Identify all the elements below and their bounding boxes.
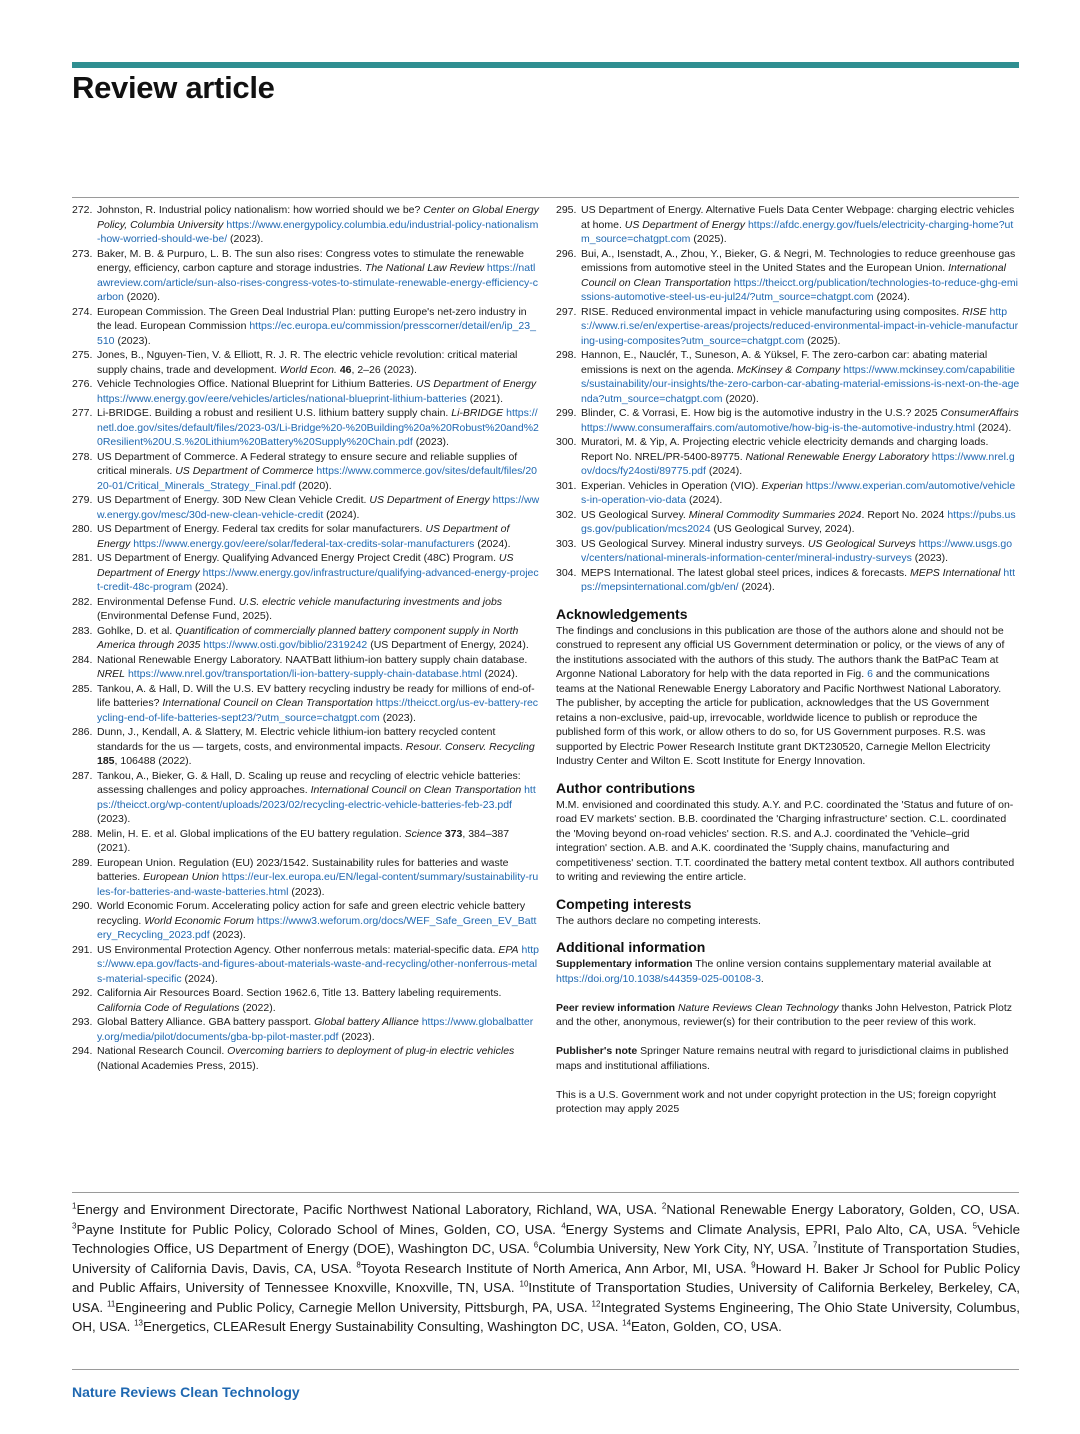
reference-source: World Economic Forum xyxy=(144,914,254,927)
reference-number: 293. xyxy=(72,1016,93,1028)
affiliation-text: Energy and Environment Directorate, Pacific Northwest National Laboratory, Richland, WA, USA. xyxy=(76,1202,662,1217)
reference-year: (2024). xyxy=(192,581,229,593)
reference-citation: Tankou, A. & Hall, D. Will the U.S. EV battery recycling industry be ready for millions of end-of-life batteries? xyxy=(97,682,535,709)
reference-item xyxy=(72,247,540,305)
reference-source: EPA xyxy=(498,943,519,956)
affiliation-number: 10 xyxy=(519,1279,529,1289)
affiliation-number: 12 xyxy=(591,1299,601,1309)
reference-number: 301. xyxy=(556,479,577,492)
affiliation-text: Vehicle Technologies Office, US Department of Energy (DOE), Washington DC, USA. xyxy=(72,1221,1020,1256)
reference-year: (2024). xyxy=(975,421,1012,434)
reference-year: (2024). xyxy=(323,508,360,521)
reference-link[interactable]: https://pubs.usgs.gov/publication/mcs2024 xyxy=(581,508,1016,535)
reference-link[interactable]: https://www.epa.gov/facts-and-figures-about-materials-waste-and-recycling/other-nonferrous-metals-material-specific xyxy=(97,943,539,985)
reference-source: US Department of Commerce xyxy=(175,465,314,477)
page-label: Review article xyxy=(72,70,275,105)
reference-citation: US Department of Energy. Federal tax credits for solar manufacturers. xyxy=(97,523,426,535)
reference-citation: Muratori, M. & Yip, A. Projecting electric vehicle electricity demands and charging loads. Report No. NREL/PR-5400-89775. xyxy=(581,436,989,463)
reference-item xyxy=(72,943,540,987)
reference-number: 294. xyxy=(72,1045,93,1057)
reference-source: Quantification of commercially planned battery component supply in North America through 2035 xyxy=(97,624,519,651)
reference-number: 283. xyxy=(72,624,93,637)
reference-number: 287. xyxy=(72,769,93,782)
reference-text xyxy=(97,1045,514,1072)
reference-number: 303. xyxy=(556,537,577,550)
reference-text xyxy=(97,625,529,652)
reference-item xyxy=(72,1015,540,1044)
reference-number: 289. xyxy=(72,856,93,869)
affiliation-text: Engineering and Public Policy, Carnegie Mellon University, Pittsburgh, PA, USA. xyxy=(115,1299,592,1315)
reference-number: 277. xyxy=(72,407,93,419)
reference-source: Resour. Conserv. Recycling xyxy=(405,740,535,753)
reference-item xyxy=(556,348,1020,406)
reference-number: 291. xyxy=(72,943,93,956)
reference-source: Overcoming barriers to deployment of plug-in electric vehicles xyxy=(227,1045,515,1057)
reference-item xyxy=(72,203,540,247)
reference-volume: 373 xyxy=(444,827,463,840)
reference-source: International Council on Clean Transportation xyxy=(162,697,373,709)
reference-number: 282. xyxy=(72,595,93,608)
reference-text xyxy=(97,306,536,347)
reference-citation: California Air Resources Board. Section 1962.6, Title 13. Battery labeling requirements. xyxy=(97,987,502,999)
reference-year: (2024). xyxy=(873,291,910,303)
affiliation-number: 3 xyxy=(72,1221,77,1231)
reference-year: (2023). xyxy=(227,233,264,245)
reference-link[interactable]: https://www.energypolicy.columbia.edu/industrial-policy-nationalism-how-worried-should-we-be/ xyxy=(97,218,539,245)
reference-link[interactable]: https://theicct.org/us-ev-battery-recycling-end-of-life-batteries-sept23/?utm_source=chatgpt.com xyxy=(97,697,539,724)
peer-review-information: Peer review information Nature Reviews Clean Technology thanks John Helveston, Patrick Plotz and the other, anonymous, reviewer(s) for their contribution to the peer review of this work. xyxy=(556,1001,1013,1028)
reference-text xyxy=(97,407,539,448)
supplementary-information: Supplementary information The online version contains supplementary material available at https://doi.org/10.1038/s44359-025-00108-3. xyxy=(556,958,992,985)
reference-number: 295. xyxy=(556,204,577,216)
reference-year: (2022). xyxy=(239,1001,276,1014)
reference-year: (2024). xyxy=(738,581,775,593)
affiliation-text: Institute of Transportation Studies, University of California Berkeley, Berkeley, CA, USA. xyxy=(72,1280,1020,1315)
acknowledgements-body: The findings and conclusions in this publication are those of the authors alone and should not be construed to represent any official US Government determination or policy, or the views of any of the institutions associated with the authors of this study. The authors thank the BatPaC Team at Argonne National Laboratory for help with the data reported in Fig. 6 and the communications teams at the National Renewable Energy Laboratory and Pacific Northwest National Laboratory. The publisher, by accepting the article for publication, acknowledges that the US Government retains a non-exclusive, paid-up, irrevocable, worldwide licence to publish or reproduce the published form of this work, or allow others to do so, for US Government purposes. R.S. was supported by Electric Power Research Institute grant DKT230520, Carnegie Mellon Electricity Industry Center and Wilton E. Scott Institute for Energy Innovation. xyxy=(556,624,1005,767)
references-left-column xyxy=(72,203,540,1073)
reference-number: 292. xyxy=(72,987,93,999)
reference-citation: Melin, H. E. et al. Global implications of the EU battery regulation. xyxy=(97,827,405,840)
reference-number: 273. xyxy=(72,247,93,260)
reference-source: US Department of Energy xyxy=(624,218,746,231)
reference-item xyxy=(556,247,1020,305)
publishers-note: Publisher's note Springer Nature remains neutral with regard to jurisdictional claims in published maps and institutional affiliations. xyxy=(556,1045,1009,1072)
reference-number: 275. xyxy=(72,349,93,361)
competing-interests-heading: Competing interests xyxy=(556,895,692,912)
reference-year: (2023). xyxy=(288,885,325,898)
affiliation-number: 1 xyxy=(72,1201,77,1211)
reference-item xyxy=(72,377,540,406)
reference-link[interactable]: https://www.commerce.gov/sites/default/files/2020-01/Critical_Minerals_Strategy_Final.pdf xyxy=(97,465,537,492)
reference-citation: National Renewable Energy Laboratory. NAATBatt lithium-ion battery supply chain database. xyxy=(97,653,528,666)
reference-source: Science xyxy=(404,827,442,840)
affiliation-number: 11 xyxy=(106,1299,116,1309)
reference-number: 279. xyxy=(72,494,93,506)
reference-citation: World Economic Forum. Accelerating policy action for safe and green electric vehicle battery recycling. xyxy=(97,900,526,927)
reference-year: (US Geological Survey, 2024). xyxy=(710,523,855,535)
affiliation-number: 8 xyxy=(356,1260,361,1270)
reference-number: 298. xyxy=(556,349,577,361)
reference-source: McKinsey & Company xyxy=(736,363,841,376)
reference-text xyxy=(97,726,535,767)
reference-item xyxy=(72,450,540,494)
reference-volume: 46 xyxy=(339,363,352,376)
reference-year: (2024). xyxy=(705,465,743,477)
journal-name: Nature Reviews Clean Technology xyxy=(72,1384,300,1400)
reference-link[interactable]: https://www.ri.se/en/expertise-areas/projects/reduced-environmental-impact-in-vehicle-manufacturing-using-composites?utm_source=chatgpt.com xyxy=(581,305,1019,347)
reference-text xyxy=(97,944,539,985)
reference-citation: US Department of Energy. Alternative Fuels Data Center Webpage: charging electric vehicles at home. xyxy=(581,204,1015,231)
reference-item xyxy=(72,986,540,1015)
references-right-list xyxy=(556,203,1020,595)
reference-item xyxy=(556,508,1020,537)
reference-year: (2023). xyxy=(209,929,246,941)
reference-source: US Department of Energy xyxy=(415,378,537,390)
affiliation-number: 9 xyxy=(751,1260,756,1270)
reference-item xyxy=(556,406,1020,435)
reference-link[interactable]: https://www.experian.com/automotive/vehicles-in-operation-vio-data xyxy=(581,479,1016,506)
copyright-statement: This is a U.S. Government work and not under copyright protection in the US; foreign copyright protection may apply 2025 xyxy=(556,1088,997,1115)
reference-volume: 185 xyxy=(97,755,115,767)
reference-citation: National Research Council. xyxy=(97,1045,228,1057)
reference-link[interactable]: https://www.energy.gov/eere/solar/federal-tax-credits-solar-manufacturers xyxy=(133,537,475,550)
reference-text xyxy=(581,306,1018,347)
reference-citation: US Environmental Protection Agency. Other nonferrous metals: material-specific data. xyxy=(97,943,499,956)
reference-year: (2024). xyxy=(474,537,511,550)
reference-year: (2023). xyxy=(911,552,949,564)
reference-citation: Johnston, R. Industrial policy nationalism: how worried should we be? xyxy=(97,204,424,216)
reference-source: ConsumerAffairs xyxy=(940,407,1019,419)
reference-text xyxy=(97,770,536,826)
reference-link[interactable]: https://www.consumeraffairs.com/automotive/how-big-is-the-automotive-industry.html xyxy=(581,421,976,434)
reference-source: European Union xyxy=(143,871,219,883)
author-contributions-section xyxy=(556,780,1020,885)
reference-source: RISE xyxy=(962,305,987,318)
reference-citation: Blinder, C. & Vorrasi, E. How big is the automotive industry in the U.S.? 2025 xyxy=(581,407,941,419)
reference-number: 296. xyxy=(556,247,577,260)
reference-year: (2023). xyxy=(412,436,449,448)
reference-year: (2021). xyxy=(466,392,503,405)
reference-source: US Department of Energy xyxy=(97,552,514,579)
reference-citation: US Geological Survey. xyxy=(581,508,689,521)
reference-link[interactable]: https://theicct.org/publication/technologies-to-reduce-ghg-emissions-automotive-steel-us-eu-jul24/?utm_source=chatgpt.com xyxy=(581,276,1018,303)
reference-item xyxy=(556,566,1020,595)
figure-link[interactable]: 6 xyxy=(867,668,873,680)
reference-text xyxy=(581,204,1014,245)
reference-text xyxy=(97,987,501,1014)
reference-number: 276. xyxy=(72,378,93,390)
supplementary-doi-link[interactable]: https://doi.org/10.1038/s44359-025-00108-3 xyxy=(556,972,761,985)
reference-source: Li-BRIDGE xyxy=(451,407,504,419)
reference-link[interactable]: https://eur-lex.europa.eu/EN/legal-content/summary/sustainability-rules-for-batteries-and-waste-batteries.html xyxy=(97,871,539,898)
reference-text xyxy=(581,538,1012,565)
reference-number: 300. xyxy=(556,436,577,448)
reference-text xyxy=(97,596,502,623)
reference-number: 299. xyxy=(556,407,577,419)
reference-source: California Code of Regulations xyxy=(97,1001,240,1014)
reference-citation: MEPS International. The latest global steel prices, indices & forecasts. xyxy=(581,566,910,579)
reference-citation: Dunn, J., Kendall, A. & Slattery, M. Electric vehicle lithium-ion battery recycled content standards for the us — targets, costs, and environmental impacts. xyxy=(97,726,496,753)
reference-text xyxy=(581,407,1019,434)
reference-text xyxy=(97,683,538,724)
reference-link[interactable]: https://www.nrel.gov/docs/fy24osti/89775.pdf xyxy=(581,450,1015,477)
reference-link[interactable]: https://www.osti.gov/biblio/2319242 xyxy=(203,639,368,651)
reference-number: 281. xyxy=(72,552,93,564)
reference-text xyxy=(581,567,1015,594)
reference-item xyxy=(72,348,540,377)
reference-text xyxy=(97,857,538,898)
reference-text xyxy=(97,654,527,681)
reference-link[interactable]: https://mepsinternational.com/gb/en/ xyxy=(581,566,1016,593)
reference-text xyxy=(97,1016,533,1043)
reference-number: 280. xyxy=(72,523,93,535)
reference-text xyxy=(97,349,517,376)
additional-information-heading: Additional information xyxy=(556,939,706,955)
affiliation-text: Eaton, Golden, CO, USA. xyxy=(631,1319,782,1334)
reference-text xyxy=(97,451,537,492)
reference-year: (2025). xyxy=(690,233,727,245)
reference-text xyxy=(97,552,539,593)
reference-source: International Council on Clean Transportation xyxy=(581,262,1006,289)
reference-link[interactable]: https://www.usgs.gov/centers/national-minerals-information-center/mineral-industry-surveys xyxy=(581,537,1013,564)
reference-link[interactable]: https://www.energy.gov/infrastructure/qualifying-advanced-energy-project-credit-48c-program xyxy=(97,566,539,593)
reference-item xyxy=(72,1044,540,1073)
reference-year: , 2–26 (2023). xyxy=(351,363,417,376)
reference-source: Mineral Commodity Summaries 2024 xyxy=(688,508,862,521)
reference-link[interactable]: https://www.mckinsey.com/capabilities/sustainability/our-insights/the-zero-carbon-car-abating-material-emissions-is-next-on-the-agenda?utm_source=chatgpt.com xyxy=(581,363,1020,405)
reference-number: 286. xyxy=(72,726,93,738)
affiliations-divider xyxy=(72,1192,1019,1193)
reference-year: (2023). xyxy=(114,334,151,347)
reference-link[interactable]: https://natlawreview.com/article/sun-also-rises-congress-votes-to-stimulate-renewable-energy-efficiency-carbon xyxy=(97,262,538,303)
reference-number: 278. xyxy=(72,450,93,463)
reference-citation: US Department of Commerce. A Federal strategy to ensure secure and reliable supplies of critical minerals. xyxy=(97,450,518,477)
reference-item xyxy=(72,522,540,551)
reference-text xyxy=(581,248,1018,304)
reference-text xyxy=(97,828,509,855)
author-contributions-heading: Author contributions xyxy=(556,779,696,796)
reference-year: (Environmental Defense Fund, 2025). xyxy=(97,610,273,622)
reference-number: 302. xyxy=(556,508,577,521)
affiliation-text: Payne Institute for Public Policy, Colorado School of Mines, Golden, CO, USA. xyxy=(76,1221,562,1237)
reference-item xyxy=(556,305,1020,349)
reference-number: 297. xyxy=(556,305,577,318)
reference-item xyxy=(72,653,540,682)
reference-source: US Department of Energy xyxy=(97,523,510,550)
affiliation-number: 13 xyxy=(134,1318,143,1328)
affiliation-text: Toyota Research Institute of North America, Ann Arbor, MI, USA. xyxy=(360,1260,752,1276)
reference-source: US Department of Energy xyxy=(369,494,490,506)
reference-year: (2023). xyxy=(379,711,416,724)
reference-number: 290. xyxy=(72,900,93,912)
reference-citation: US Geological Survey. Mineral industry surveys. xyxy=(581,537,808,550)
reference-year: (2025). xyxy=(804,334,841,347)
footer-divider xyxy=(72,1369,1019,1370)
reference-source: National Renewable Energy Laboratory xyxy=(745,450,929,463)
affiliation-text: Columbia University, New York City, NY, USA. xyxy=(538,1241,813,1256)
reference-number: 304. xyxy=(556,566,577,579)
reference-report: . Report No. 2024 xyxy=(861,508,948,521)
reference-text xyxy=(581,480,1015,507)
reference-year: (2023). xyxy=(338,1030,375,1043)
reference-link[interactable]: https://netl.doe.gov/sites/default/files/2023-03/Li-Bridge%20-%20Building%20a%20Robust%20and%20Resilient%20U.S.%20Lithium%20Battery%20Supply%20Chain.pdf xyxy=(97,407,539,448)
reference-citation: Baker, M. B. & Purpuro, L. B. The sun also rises: Congress votes to stimulate the renewable energy, efficiency, carbon capture and storage industries. xyxy=(97,247,525,274)
affiliations xyxy=(72,1200,1020,1337)
reference-number: 285. xyxy=(72,682,93,695)
reference-item xyxy=(556,435,1020,479)
reference-text xyxy=(581,349,1019,405)
reference-link[interactable]: https://www.globalbattery.org/media/pilot/documents/gba-bp-pilot-master.pdf xyxy=(97,1016,534,1043)
reference-number: 274. xyxy=(72,305,93,318)
reference-text xyxy=(97,900,536,941)
reference-link[interactable]: https://theicct.org/wp-content/uploads/2023/02/recycling-electric-vehicle-batteries-feb-23.pdf xyxy=(97,784,536,811)
reference-citation: European Commission. The Green Deal Industrial Plan: putting Europe's net-zero industry in the lead. European Commission xyxy=(97,305,527,332)
reference-link[interactable]: https://ec.europa.eu/commission/presscorner/detail/en/ip_23_510 xyxy=(97,320,536,347)
reference-link[interactable]: https://www.energy.gov/mesc/30d-new-clean-vehicle-credit xyxy=(97,494,540,521)
reference-citation: US Department of Energy. Qualifying Advanced Energy Project Credit (48C) Program. xyxy=(97,552,499,564)
reference-source: Experian xyxy=(761,479,803,492)
reference-citation: European Union. Regulation (EU) 2023/1542. Sustainability rules for batteries and waste batteries. xyxy=(97,856,509,883)
reference-year: (2020). xyxy=(295,479,332,492)
reference-item xyxy=(72,624,540,653)
reference-year: (2020). xyxy=(123,291,161,303)
affiliation-number: 2 xyxy=(661,1201,667,1211)
reference-source: U.S. electric vehicle manufacturing investments and jobs xyxy=(238,595,503,608)
competing-interests-body: The authors declare no competing interests. xyxy=(556,914,761,927)
acknowledgements-heading: Acknowledgements xyxy=(556,605,688,622)
reference-citation: Environmental Defense Fund. xyxy=(97,595,239,608)
reference-citation: Hannon, E., Nauclér, T., Suneson, A. & Yüksel, F. The zero-carbon car: abating material emissions is next on the agenda. xyxy=(581,349,988,376)
reference-item xyxy=(72,769,540,827)
reference-year: , 106488 (2022). xyxy=(114,755,192,767)
reference-text xyxy=(97,248,538,304)
reference-source: MEPS International xyxy=(909,566,1001,579)
reference-citation: RISE. Reduced environmental impact in vehicle manufacturing using composites. xyxy=(581,305,963,318)
reference-source: International Council on Clean Transportation xyxy=(310,784,522,796)
affiliation-text: Howard H. Baker Jr School for Public Policy and Public Affairs, University of Tennessee Knoxville, Knoxville, TN, USA. xyxy=(72,1260,1020,1295)
reference-citation: Tankou, A., Bieker, G. & Hall, D. Scaling up reuse and recycling of electric vehicle batteries: assessing challenges and policy approaches. xyxy=(97,769,521,796)
reference-citation: Bui, A., Isenstadt, A., Zhou, Y., Bieker, G. & Negri, M. Technologies to reduce greenhouse gas emissions from automotive steel in the United States and the European Union. xyxy=(581,247,1016,274)
reference-source: Global battery Alliance xyxy=(314,1016,419,1028)
additional-information-section xyxy=(556,939,1020,1117)
header-divider xyxy=(72,197,1019,198)
reference-source: US Geological Surveys xyxy=(807,537,916,550)
acknowledgements-section xyxy=(556,606,1020,769)
reference-number: 288. xyxy=(72,827,93,840)
reference-citation: Jones, B., Nguyen-Tien, V. & Elliott, R. J. R. The electric vehicle revolution: critical material supply chains, trade and development. xyxy=(97,349,518,376)
reference-year: , 384–387 (2021). xyxy=(97,827,510,854)
reference-year: (2024). xyxy=(481,668,518,680)
reference-item xyxy=(556,537,1020,566)
affiliation-text: Energetics, CLEAResult Energy Sustainability Consulting, Washington DC, USA. xyxy=(142,1319,623,1334)
reference-text xyxy=(97,378,536,405)
reference-citation: Experian. Vehicles in Operation (VIO). xyxy=(581,479,762,492)
reference-item xyxy=(72,406,540,450)
reference-source: The National Law Review xyxy=(364,262,484,274)
reference-citation: Vehicle Technologies Office. National Blueprint for Lithium Batteries. xyxy=(97,378,416,390)
reference-link[interactable]: https://www.energy.gov/eere/vehicles/articles/national-blueprint-lithium-batteries xyxy=(97,392,467,405)
reference-number: 272. xyxy=(72,204,93,216)
reference-year: (2020). xyxy=(722,392,759,405)
affiliation-text: Integrated Systems Engineering, The Ohio State University, Columbus, OH, USA. xyxy=(72,1299,1021,1334)
reference-source: Center on Global Energy Policy, Columbia University xyxy=(97,204,539,231)
reference-item xyxy=(72,827,540,856)
reference-item xyxy=(72,899,540,943)
reference-citation: Global Battery Alliance. GBA battery passport. xyxy=(97,1016,315,1028)
reference-item xyxy=(72,725,540,769)
reference-year: (2024). xyxy=(686,494,723,506)
reference-item xyxy=(72,595,540,624)
reference-year: (US Department of Energy, 2024). xyxy=(367,639,529,651)
reference-link[interactable]: https://www3.weforum.org/docs/WEF_Safe_Green_EV_Battery_Recycling_2023.pdf xyxy=(97,914,537,941)
reference-source: NREL xyxy=(97,668,126,680)
reference-item xyxy=(72,856,540,900)
reference-item xyxy=(72,551,540,595)
affiliation-text: Energy Systems and Climate Analysis, EPRI, Palo Alto, CA, USA. xyxy=(565,1221,973,1237)
reference-item xyxy=(556,479,1020,508)
reference-source: World Econ. xyxy=(279,363,337,376)
affiliation-text: Institute of Transportation Studies, University of California Davis, Davis, CA, USA. xyxy=(72,1241,1020,1276)
reference-text xyxy=(581,436,1015,477)
affiliation-number: 14 xyxy=(622,1318,632,1328)
reference-item xyxy=(556,203,1020,247)
reference-text xyxy=(97,523,511,550)
affiliation-text: National Renewable Energy Laboratory, Golden, CO, USA. xyxy=(666,1202,1020,1217)
reference-item xyxy=(72,493,540,522)
affiliation-number: 7 xyxy=(812,1240,818,1250)
reference-text xyxy=(97,204,539,245)
reference-year: (National Academies Press, 2015). xyxy=(97,1059,259,1072)
competing-interests-section xyxy=(556,896,1020,929)
reference-item xyxy=(72,305,540,349)
reference-text xyxy=(581,509,1016,536)
reference-item xyxy=(72,682,540,726)
reference-year: (2023). xyxy=(97,813,131,825)
reference-citation: Li-BRIDGE. Building a robust and resilient U.S. lithium battery supply chain. xyxy=(97,407,452,419)
reference-year: (2024). xyxy=(181,972,218,985)
reference-number: 284. xyxy=(72,653,93,666)
reference-link[interactable]: https://afdc.energy.gov/fuels/electricity-charging-home?utm_source=chatgpt.com xyxy=(581,218,1014,245)
author-contributions-body: M.M. envisioned and coordinated this study. A.Y. and P.C. coordinated the 'Status and future of on-road EV markets' section. B.B. coordinated the 'Charging infrastructure' section. C.L. coordinated the 'Moving beyond on-road vehicles' section. R.S. and A.J. coordinated the 'Vehicle–grid integration' section. A.B. and A.K. coordinated the 'Supply chains, manufacturing and competitiveness' section. T.T. coordinated the battery metal content textbox. All authors contributed to writing and reviewing the entire article. xyxy=(556,798,1015,883)
reference-citation: US Department of Energy. 30D New Clean Vehicle Credit. xyxy=(97,494,370,506)
affiliation-number: 5 xyxy=(972,1221,978,1231)
reference-citation: Gohlke, D. et al. xyxy=(97,624,176,637)
affiliation-number: 6 xyxy=(533,1240,539,1250)
affiliation-number: 4 xyxy=(561,1221,566,1231)
reference-text xyxy=(97,494,539,521)
reference-link[interactable]: https://www.nrel.gov/transportation/li-ion-battery-supply-chain-database.html xyxy=(127,668,482,680)
header-accent-bar xyxy=(72,62,1019,68)
right-column xyxy=(556,203,1020,1131)
